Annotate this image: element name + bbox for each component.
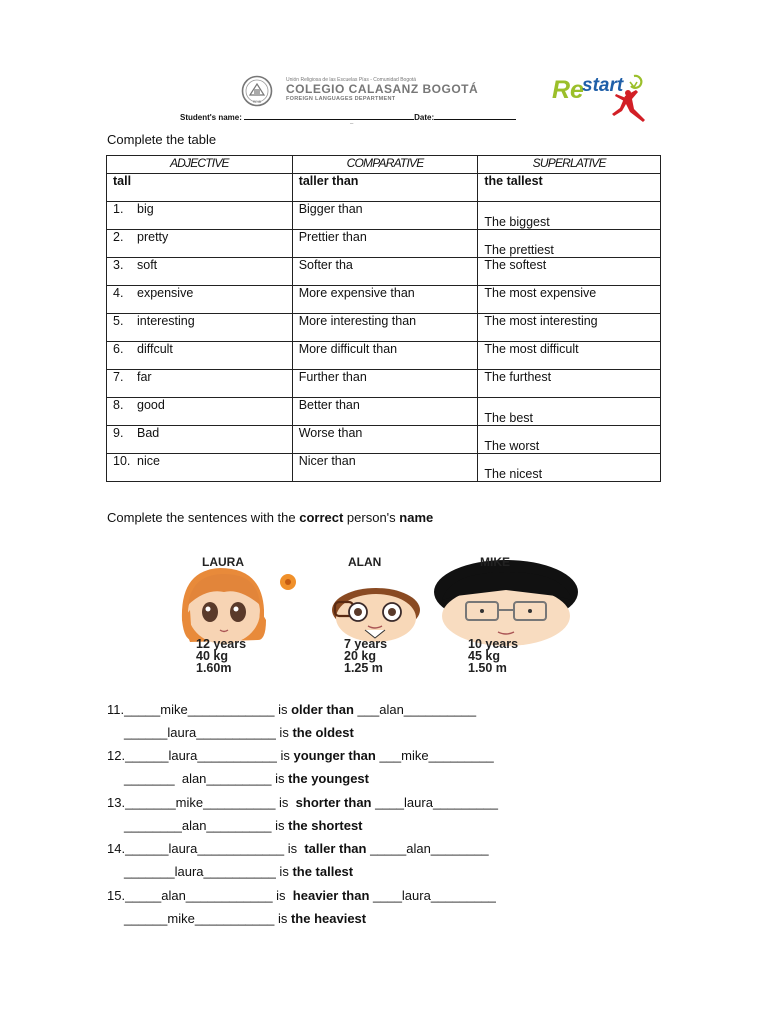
sentence-line[interactable]	[124, 725, 354, 740]
comparative-cell[interactable]: Prettier than	[292, 230, 478, 258]
laura-height: 1.60m	[196, 661, 232, 675]
comparative-cell[interactable]: More difficult than	[292, 342, 478, 370]
sentence-comparison: older than	[291, 702, 354, 717]
example-superlative: the tallest	[478, 174, 661, 202]
sentence-line[interactable]	[124, 864, 353, 879]
table-row	[107, 202, 661, 230]
row-number: 1.	[113, 202, 124, 216]
table-row	[107, 454, 661, 482]
superlative-cell[interactable]: The biggest	[478, 202, 661, 230]
row-number: 9.	[113, 426, 124, 440]
student-name-field[interactable]	[244, 111, 414, 120]
sentence-blank-part: 12.______laura___________ is	[107, 748, 294, 763]
department-name: FOREIGN LANGUAGES DEPARTMENT	[286, 96, 396, 102]
table-row	[107, 286, 661, 314]
instructions-text: Complete the sentences with the	[107, 510, 300, 525]
comparative-cell[interactable]: Bigger than	[292, 202, 478, 230]
comparative-cell[interactable]: More interesting than	[292, 314, 478, 342]
sentence-comparison: the oldest	[292, 725, 354, 740]
alan-age: 7 years	[344, 637, 388, 651]
table-row	[107, 258, 661, 286]
sentence-blank-part: ______mike___________ is	[124, 911, 291, 926]
sentence-tail: ____laura_________	[371, 795, 499, 810]
seal-lettering: RPIB	[252, 100, 262, 104]
comparative-cell[interactable]: More expensive than	[292, 286, 478, 314]
superlative-cell[interactable]: The best	[478, 398, 661, 426]
comparative-cell[interactable]: Better than	[292, 398, 478, 426]
table-instructions: Complete the table	[107, 132, 217, 147]
sentence-line[interactable]	[107, 888, 496, 903]
example-row	[107, 174, 661, 202]
mike-weight: 45 kg	[468, 649, 500, 663]
table-row	[107, 398, 661, 426]
row-number: 5.	[113, 314, 124, 328]
date-label: Date:	[414, 113, 435, 122]
sentence-comparison: heavier than	[292, 888, 370, 903]
sentence-comparison: younger than	[293, 748, 376, 763]
adjective-text: big	[137, 202, 154, 216]
sentence-comparison: the youngest	[288, 771, 369, 786]
comparative-cell[interactable]: Nicer than	[292, 454, 478, 482]
sentence-line[interactable]	[107, 795, 498, 810]
adjective-text: interesting	[137, 314, 195, 328]
row-number: 10.	[113, 454, 131, 468]
table-row	[107, 230, 661, 258]
sentence-line[interactable]	[124, 911, 366, 926]
sentence-blank-part: ________alan_________ is	[124, 818, 289, 833]
mike-name: MIKE	[480, 555, 510, 569]
student-name-label: Student's name:	[180, 113, 242, 122]
comparative-cell[interactable]: Softer tha	[292, 258, 478, 286]
adjective-cell	[107, 370, 293, 398]
sentence-tail: ____laura_________	[369, 888, 496, 903]
example-comparative: taller than	[292, 174, 478, 202]
adjective-text: expensive	[137, 286, 194, 300]
sentence-comparison: the shortest	[288, 818, 363, 833]
comparative-cell[interactable]: Further than	[292, 370, 478, 398]
sentence-tail: _____alan________	[366, 841, 489, 856]
adjective-text: Bad	[137, 426, 160, 440]
sentence-line[interactable]	[124, 771, 369, 786]
sentence-comparison: the heaviest	[290, 911, 367, 926]
table-row	[107, 370, 661, 398]
superlative-cell[interactable]: The most interesting	[478, 314, 661, 342]
superlative-cell[interactable]: The most expensive	[478, 286, 661, 314]
sentence-blank-part: ______laura___________ is	[124, 725, 293, 740]
superlative-cell[interactable]: The worst	[478, 426, 661, 454]
sentence-comparison: shorter than	[295, 795, 372, 810]
adjective-text: soft	[137, 258, 158, 272]
sentence-blank-part: 15._____alan____________ is	[107, 888, 293, 903]
row-number: 6.	[113, 342, 124, 356]
logo-start-text: start	[582, 75, 624, 96]
instructions-text-mid: person's	[343, 510, 400, 525]
header-adjective: ADJECTIVE	[107, 156, 293, 174]
sentence-blank-part: 13._______mike__________ is	[107, 795, 296, 810]
adjective-text: good	[137, 398, 165, 412]
school-heading	[286, 77, 478, 103]
school-name: COLEGIO CALASANZ BOGOTÁ	[286, 82, 479, 96]
adjective-cell	[107, 314, 293, 342]
row-number: 2.	[113, 230, 124, 244]
row-number: 7.	[113, 370, 124, 384]
superlative-cell[interactable]: The most difficult	[478, 342, 661, 370]
student-info-line	[180, 111, 550, 122]
superlative-cell[interactable]: The furthest	[478, 370, 661, 398]
instructions-bold-correct: correct	[299, 510, 344, 525]
adjective-text: diffcult	[137, 342, 173, 356]
laura-name: LAURA	[202, 555, 244, 569]
characters-illustration	[180, 550, 588, 676]
table-row	[107, 314, 661, 342]
alan-height: 1.25 m	[344, 661, 383, 675]
sentence-blank-part: 14.______laura____________ is	[107, 841, 305, 856]
adjective-cell	[107, 398, 293, 426]
alan-name: ALAN	[348, 555, 382, 569]
row-number: 8.	[113, 398, 124, 412]
adjective-text: pretty	[137, 230, 169, 244]
date-field[interactable]	[434, 111, 516, 120]
header-comparative: COMPARATIVE	[292, 156, 478, 174]
mike-age: 10 years	[468, 637, 519, 651]
sentence-blank-part: _______laura__________ is	[124, 864, 293, 879]
superlative-cell[interactable]: The softest	[478, 258, 661, 286]
jumping-player-icon	[612, 90, 645, 122]
sentence-line[interactable]	[124, 818, 363, 833]
restart-logo	[550, 68, 655, 126]
sentence-comparison: the tallest	[292, 864, 354, 879]
alan-weight: 20 kg	[344, 649, 376, 663]
alan-face-icon	[332, 588, 420, 642]
adjective-cell	[107, 202, 293, 230]
example-adjective: tall	[107, 174, 293, 202]
sentence-comparison: taller than	[304, 841, 367, 856]
adjective-cell	[107, 230, 293, 258]
stray-mark: –	[350, 121, 354, 127]
sentences-instructions	[107, 510, 433, 525]
laura-weight: 40 kg	[196, 649, 228, 663]
adjective-cell	[107, 286, 293, 314]
sentence-blank-part: _______ alan_________ is	[124, 771, 289, 786]
sentence-line[interactable]	[107, 841, 489, 856]
sentence-tail: ___mike_________	[375, 748, 494, 763]
sentence-tail: ___alan__________	[353, 702, 477, 717]
adjective-cell	[107, 454, 293, 482]
adjective-cell	[107, 258, 293, 286]
sentence-blank-part: 11._____mike____________ is	[107, 702, 292, 717]
mike-face-icon	[434, 560, 578, 646]
header-superlative: SUPERLATIVE	[478, 156, 661, 174]
sentence-line[interactable]	[107, 702, 476, 717]
adjective-text: nice	[137, 454, 160, 468]
row-number: 3.	[113, 258, 124, 272]
superlative-cell[interactable]: The nicest	[478, 454, 661, 482]
school-community-line: Unión Religiosa de las Escuelas Pías - Comunidad Bogotá	[286, 77, 417, 83]
row-number: 4.	[113, 286, 124, 300]
mike-height: 1.50 m	[468, 661, 507, 675]
adjectives-table	[106, 155, 661, 482]
comparative-cell[interactable]: Worse than	[292, 426, 478, 454]
sentence-line[interactable]	[107, 748, 494, 763]
superlative-cell[interactable]: The prettiest	[478, 230, 661, 258]
adjective-cell	[107, 342, 293, 370]
table-row	[107, 426, 661, 454]
instructions-bold-name: name	[399, 510, 434, 525]
laura-age: 12 years	[196, 637, 247, 651]
logo-re-text: Re	[552, 76, 584, 104]
laura-face-icon	[182, 568, 296, 644]
table-row	[107, 342, 661, 370]
adjective-cell	[107, 426, 293, 454]
adjective-text: far	[137, 370, 152, 384]
school-seal-logo	[240, 75, 276, 107]
